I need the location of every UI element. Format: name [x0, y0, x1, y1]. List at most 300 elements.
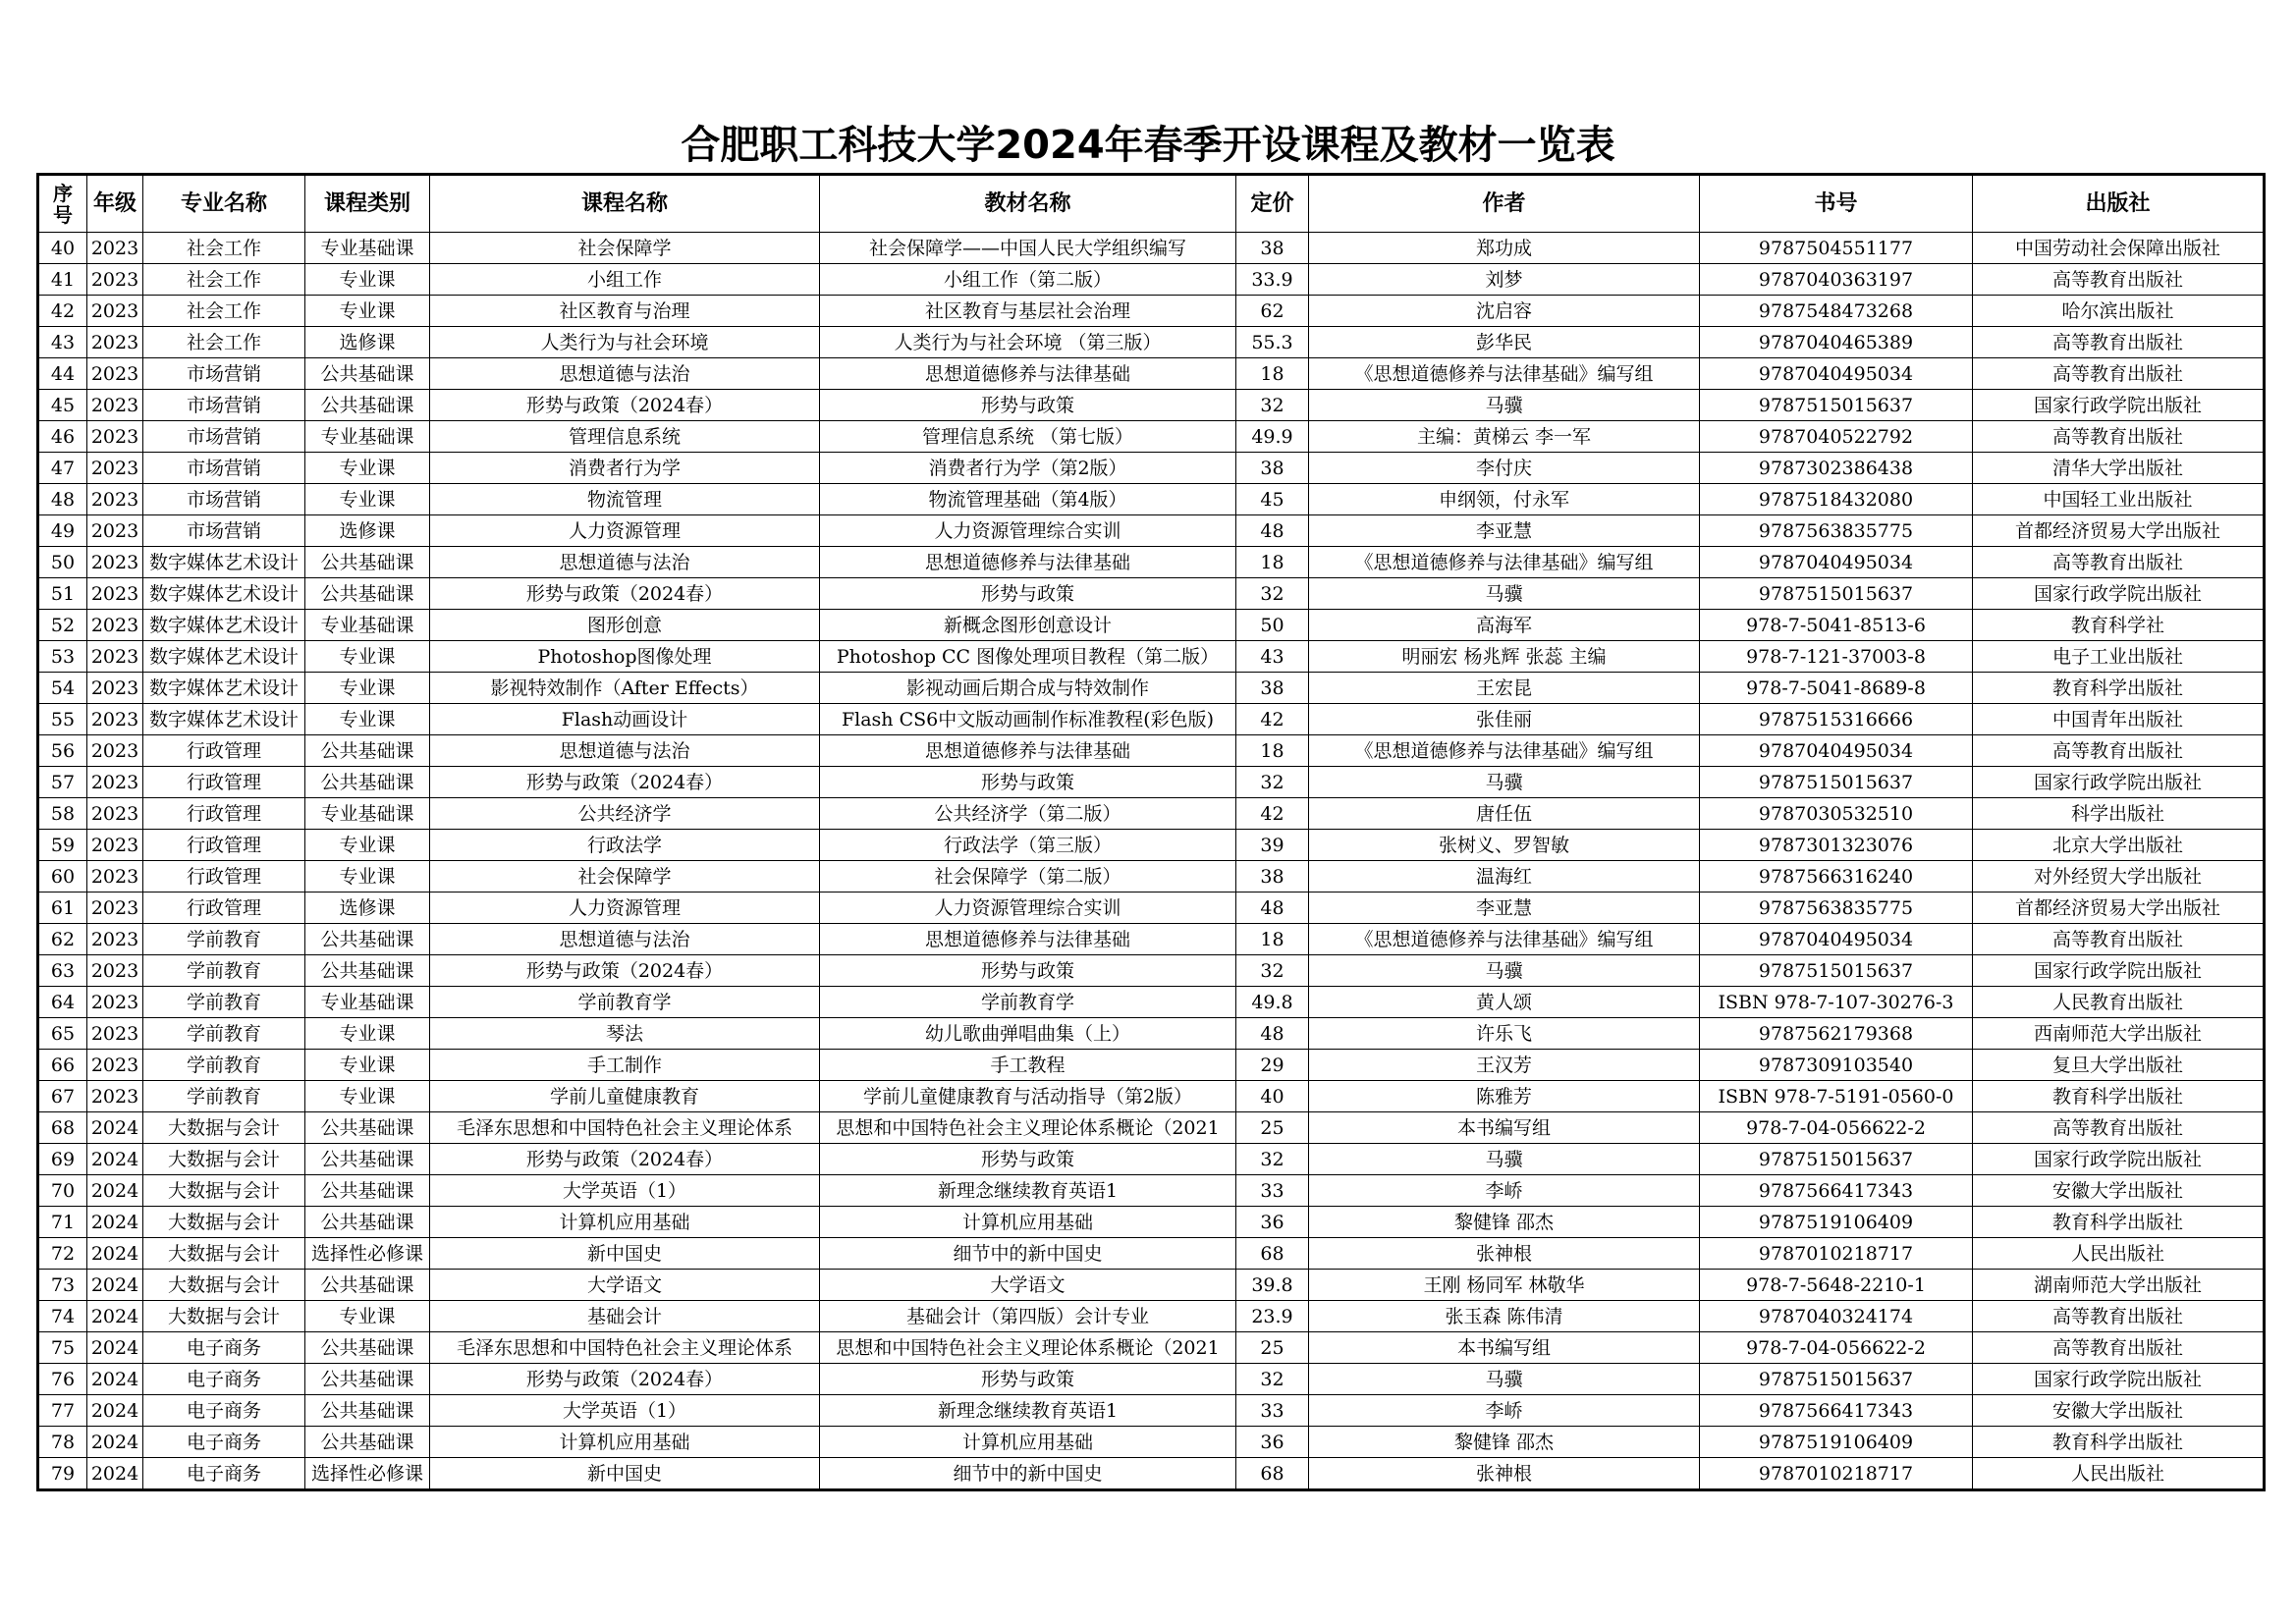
- table-row: [38, 233, 2265, 264]
- cell-isbn: 9787040324174: [1700, 1301, 1973, 1332]
- cell-price: 42: [1236, 798, 1309, 830]
- table-row: [38, 515, 2265, 547]
- cell-grade: 2023: [87, 327, 143, 358]
- cell-course-type: 专业基础课: [305, 798, 430, 830]
- header-course-name: 课程名称: [430, 175, 820, 233]
- cell-grade: 2024: [87, 1364, 143, 1395]
- cell-index: 79: [38, 1458, 87, 1490]
- cell-index: 70: [38, 1175, 87, 1207]
- cell-course-type: 公共基础课: [305, 1395, 430, 1427]
- cell-course-type: 选择性必修课: [305, 1458, 430, 1490]
- cell-major: 社会工作: [143, 296, 305, 327]
- cell-author: 明丽宏 杨兆辉 张蕊 主编: [1309, 641, 1700, 673]
- cell-publisher: 国家行政学院出版社: [1973, 955, 2265, 987]
- cell-index: 54: [38, 673, 87, 704]
- cell-publisher: 国家行政学院出版社: [1973, 1144, 2265, 1175]
- cell-course-name: 人力资源管理: [430, 515, 820, 547]
- cell-textbook: 社会保障学（第二版）: [820, 861, 1236, 893]
- cell-course-type: 公共基础课: [305, 1112, 430, 1144]
- cell-major: 数字媒体艺术设计: [143, 547, 305, 578]
- cell-course-name: Photoshop图像处理: [430, 641, 820, 673]
- cell-author: 李峤: [1309, 1395, 1700, 1427]
- cell-major: 电子商务: [143, 1364, 305, 1395]
- table-row: [38, 798, 2265, 830]
- cell-publisher: 教育科学社: [1973, 610, 2265, 641]
- cell-textbook: 形势与政策: [820, 1364, 1236, 1395]
- cell-major: 大数据与会计: [143, 1270, 305, 1301]
- cell-price: 38: [1236, 861, 1309, 893]
- cell-author: 郑功成: [1309, 233, 1700, 264]
- cell-grade: 2023: [87, 924, 143, 955]
- cell-index: 57: [38, 767, 87, 798]
- cell-isbn: 9787040465389: [1700, 327, 1973, 358]
- table-row: [38, 390, 2265, 421]
- cell-course-name: 行政法学: [430, 830, 820, 861]
- cell-price: 38: [1236, 673, 1309, 704]
- cell-isbn: ISBN 978-7-107-30276-3: [1700, 987, 1973, 1018]
- cell-course-type: 公共基础课: [305, 924, 430, 955]
- cell-grade: 2024: [87, 1175, 143, 1207]
- cell-index: 69: [38, 1144, 87, 1175]
- cell-course-name: 大学英语（1）: [430, 1395, 820, 1427]
- table-row: [38, 1050, 2265, 1081]
- cell-textbook: 学前儿童健康教育与活动指导（第2版）: [820, 1081, 1236, 1112]
- cell-author: 张玉森 陈伟清: [1309, 1301, 1700, 1332]
- cell-textbook: 思想和中国特色社会主义理论体系概论（2021: [820, 1112, 1236, 1144]
- cell-author: 刘梦: [1309, 264, 1700, 296]
- cell-author: 王宏昆: [1309, 673, 1700, 704]
- cell-price: 55.3: [1236, 327, 1309, 358]
- cell-textbook: 形势与政策: [820, 1144, 1236, 1175]
- cell-price: 18: [1236, 924, 1309, 955]
- cell-course-type: 专业课: [305, 1018, 430, 1050]
- table-row: [38, 1144, 2265, 1175]
- cell-author: 李峤: [1309, 1175, 1700, 1207]
- table-row: [38, 1395, 2265, 1427]
- cell-textbook: 大学语文: [820, 1270, 1236, 1301]
- cell-isbn: 9787515015637: [1700, 1144, 1973, 1175]
- cell-publisher: 复旦大学出版社: [1973, 1050, 2265, 1081]
- table-row: [38, 924, 2265, 955]
- cell-major: 电子商务: [143, 1332, 305, 1364]
- cell-price: 18: [1236, 358, 1309, 390]
- cell-price: 49.9: [1236, 421, 1309, 453]
- cell-textbook: 小组工作（第二版）: [820, 264, 1236, 296]
- cell-course-name: 小组工作: [430, 264, 820, 296]
- cell-course-type: 专业课: [305, 484, 430, 515]
- cell-price: 48: [1236, 515, 1309, 547]
- cell-publisher: 高等教育出版社: [1973, 327, 2265, 358]
- cell-isbn: 9787518432080: [1700, 484, 1973, 515]
- cell-textbook: 基础会计（第四版）会计专业: [820, 1301, 1236, 1332]
- cell-index: 56: [38, 735, 87, 767]
- cell-publisher: 哈尔滨出版社: [1973, 296, 2265, 327]
- cell-textbook: 手工教程: [820, 1050, 1236, 1081]
- cell-publisher: 教育科学出版社: [1973, 1427, 2265, 1458]
- header-row: [38, 175, 2265, 233]
- cell-index: 60: [38, 861, 87, 893]
- cell-course-type: 专业课: [305, 453, 430, 484]
- cell-course-type: 专业课: [305, 704, 430, 735]
- cell-textbook: 思想道德修养与法律基础: [820, 547, 1236, 578]
- cell-author: 黎健锋 邵杰: [1309, 1427, 1700, 1458]
- cell-textbook: 消费者行为学（第2版）: [820, 453, 1236, 484]
- document-title: 合肥职工科技大学2024年春季开设课程及教材一览表: [681, 123, 1615, 168]
- cell-price: 25: [1236, 1332, 1309, 1364]
- cell-grade: 2023: [87, 830, 143, 861]
- cell-index: 59: [38, 830, 87, 861]
- cell-publisher: 科学出版社: [1973, 798, 2265, 830]
- cell-index: 43: [38, 327, 87, 358]
- cell-publisher: 中国轻工业出版社: [1973, 484, 2265, 515]
- cell-index: 47: [38, 453, 87, 484]
- cell-index: 51: [38, 578, 87, 610]
- cell-textbook: 物流管理基础（第4版）: [820, 484, 1236, 515]
- cell-publisher: 国家行政学院出版社: [1973, 1364, 2265, 1395]
- cell-grade: 2023: [87, 233, 143, 264]
- cell-textbook: 思想道德修养与法律基础: [820, 358, 1236, 390]
- cell-major: 行政管理: [143, 830, 305, 861]
- cell-course-name: 社会保障学: [430, 861, 820, 893]
- cell-price: 18: [1236, 735, 1309, 767]
- cell-major: 学前教育: [143, 1081, 305, 1112]
- header-textbook: 教材名称: [820, 175, 1236, 233]
- cell-textbook: 思想和中国特色社会主义理论体系概论（2021: [820, 1332, 1236, 1364]
- cell-isbn: 9787515015637: [1700, 390, 1973, 421]
- cell-textbook: 形势与政策: [820, 767, 1236, 798]
- cell-grade: 2023: [87, 610, 143, 641]
- cell-index: 64: [38, 987, 87, 1018]
- cell-major: 行政管理: [143, 767, 305, 798]
- cell-price: 68: [1236, 1458, 1309, 1490]
- cell-course-name: 形势与政策（2024春）: [430, 767, 820, 798]
- cell-publisher: 西南师范大学出版社: [1973, 1018, 2265, 1050]
- cell-major: 行政管理: [143, 893, 305, 924]
- table-row: [38, 547, 2265, 578]
- cell-price: 32: [1236, 1364, 1309, 1395]
- cell-author: 马骥: [1309, 767, 1700, 798]
- cell-price: 33: [1236, 1175, 1309, 1207]
- cell-isbn: 9787301323076: [1700, 830, 1973, 861]
- cell-index: 46: [38, 421, 87, 453]
- cell-major: 数字媒体艺术设计: [143, 673, 305, 704]
- cell-major: 数字媒体艺术设计: [143, 610, 305, 641]
- cell-grade: 2023: [87, 578, 143, 610]
- cell-author: 马骥: [1309, 1364, 1700, 1395]
- cell-grade: 2023: [87, 893, 143, 924]
- cell-course-name: 人类行为与社会环境: [430, 327, 820, 358]
- cell-textbook: 细节中的新中国史: [820, 1238, 1236, 1270]
- cell-major: 市场营销: [143, 358, 305, 390]
- cell-publisher: 中国劳动社会保障出版社: [1973, 233, 2265, 264]
- cell-index: 65: [38, 1018, 87, 1050]
- cell-author: 申纲领，付永军: [1309, 484, 1700, 515]
- cell-price: 32: [1236, 1144, 1309, 1175]
- table-row: [38, 610, 2265, 641]
- cell-index: 44: [38, 358, 87, 390]
- table-row: [38, 1332, 2265, 1364]
- cell-price: 38: [1236, 233, 1309, 264]
- cell-author: 王汉芳: [1309, 1050, 1700, 1081]
- cell-course-type: 公共基础课: [305, 578, 430, 610]
- cell-course-name: 图形创意: [430, 610, 820, 641]
- cell-course-name: 形势与政策（2024春）: [430, 1144, 820, 1175]
- cell-textbook: 社会保障学——中国人民大学组织编写: [820, 233, 1236, 264]
- cell-course-name: 管理信息系统: [430, 421, 820, 453]
- cell-index: 52: [38, 610, 87, 641]
- cell-course-type: 专业基础课: [305, 987, 430, 1018]
- cell-grade: 2023: [87, 861, 143, 893]
- course-table: [36, 173, 2266, 1491]
- cell-author: 彭华民: [1309, 327, 1700, 358]
- cell-author: 温海红: [1309, 861, 1700, 893]
- cell-publisher: 国家行政学院出版社: [1973, 767, 2265, 798]
- cell-textbook: 思想道德修养与法律基础: [820, 924, 1236, 955]
- cell-price: 48: [1236, 893, 1309, 924]
- cell-price: 68: [1236, 1238, 1309, 1270]
- cell-isbn: 9787563835775: [1700, 893, 1973, 924]
- table-row: [38, 1301, 2265, 1332]
- cell-author: 陈雅芳: [1309, 1081, 1700, 1112]
- cell-textbook: 学前教育学: [820, 987, 1236, 1018]
- cell-isbn: 978-7-04-056622-2: [1700, 1332, 1973, 1364]
- header-author: 作者: [1309, 175, 1700, 233]
- cell-index: 58: [38, 798, 87, 830]
- cell-author: 马骥: [1309, 955, 1700, 987]
- cell-grade: 2024: [87, 1427, 143, 1458]
- table-row: [38, 861, 2265, 893]
- cell-grade: 2023: [87, 767, 143, 798]
- cell-index: 42: [38, 296, 87, 327]
- cell-textbook: 形势与政策: [820, 578, 1236, 610]
- cell-textbook: 人力资源管理综合实训: [820, 515, 1236, 547]
- cell-publisher: 高等教育出版社: [1973, 924, 2265, 955]
- cell-index: 68: [38, 1112, 87, 1144]
- cell-isbn: 978-7-5648-2210-1: [1700, 1270, 1973, 1301]
- table-body: [38, 233, 2265, 1490]
- cell-textbook: 新理念继续教育英语1: [820, 1175, 1236, 1207]
- cell-publisher: 首都经济贸易大学出版社: [1973, 893, 2265, 924]
- cell-author: 张树义、罗智敏: [1309, 830, 1700, 861]
- cell-author: 主编：黄梯云 李一军: [1309, 421, 1700, 453]
- cell-publisher: 高等教育出版社: [1973, 1301, 2265, 1332]
- cell-textbook: 思想道德修养与法律基础: [820, 735, 1236, 767]
- cell-course-name: 学前教育学: [430, 987, 820, 1018]
- cell-course-type: 专业基础课: [305, 233, 430, 264]
- table-row: [38, 767, 2265, 798]
- cell-price: 38: [1236, 453, 1309, 484]
- table-row: [38, 893, 2265, 924]
- cell-index: 45: [38, 390, 87, 421]
- cell-author: 唐任伍: [1309, 798, 1700, 830]
- cell-publisher: 高等教育出版社: [1973, 264, 2265, 296]
- cell-major: 市场营销: [143, 390, 305, 421]
- table-row: [38, 1238, 2265, 1270]
- cell-grade: 2023: [87, 1018, 143, 1050]
- cell-isbn: 9787504551177: [1700, 233, 1973, 264]
- cell-major: 电子商务: [143, 1427, 305, 1458]
- cell-publisher: 人民出版社: [1973, 1238, 2265, 1270]
- cell-grade: 2023: [87, 987, 143, 1018]
- table-row: [38, 1207, 2265, 1238]
- cell-price: 40: [1236, 1081, 1309, 1112]
- cell-isbn: 9787515316666: [1700, 704, 1973, 735]
- cell-major: 大数据与会计: [143, 1301, 305, 1332]
- cell-grade: 2023: [87, 1081, 143, 1112]
- cell-textbook: 人力资源管理综合实训: [820, 893, 1236, 924]
- header-isbn: 书号: [1700, 175, 1973, 233]
- table-row: [38, 641, 2265, 673]
- cell-author: 李付庆: [1309, 453, 1700, 484]
- cell-grade: 2023: [87, 484, 143, 515]
- cell-isbn: 978-7-5041-8513-6: [1700, 610, 1973, 641]
- cell-isbn: 9787010218717: [1700, 1458, 1973, 1490]
- cell-index: 75: [38, 1332, 87, 1364]
- cell-grade: 2023: [87, 515, 143, 547]
- cell-isbn: 9787519106409: [1700, 1427, 1973, 1458]
- cell-isbn: 978-7-5041-8689-8: [1700, 673, 1973, 704]
- cell-publisher: 高等教育出版社: [1973, 735, 2265, 767]
- cell-course-name: 计算机应用基础: [430, 1427, 820, 1458]
- cell-price: 32: [1236, 767, 1309, 798]
- cell-course-name: 思想道德与法治: [430, 547, 820, 578]
- cell-textbook: 新理念继续教育英语1: [820, 1395, 1236, 1427]
- table-row: [38, 578, 2265, 610]
- table-row: [38, 1081, 2265, 1112]
- cell-course-type: 选择性必修课: [305, 1238, 430, 1270]
- cell-isbn: 9787040495034: [1700, 735, 1973, 767]
- cell-course-type: 专业课: [305, 641, 430, 673]
- cell-index: 77: [38, 1395, 87, 1427]
- cell-textbook: 行政法学（第三版）: [820, 830, 1236, 861]
- cell-grade: 2024: [87, 1112, 143, 1144]
- cell-author: 《思想道德修养与法律基础》编写组: [1309, 924, 1700, 955]
- cell-index: 63: [38, 955, 87, 987]
- cell-author: 许乐飞: [1309, 1018, 1700, 1050]
- cell-major: 学前教育: [143, 955, 305, 987]
- cell-major: 数字媒体艺术设计: [143, 641, 305, 673]
- cell-isbn: 9787566417343: [1700, 1395, 1973, 1427]
- cell-major: 电子商务: [143, 1458, 305, 1490]
- cell-course-type: 公共基础课: [305, 547, 430, 578]
- cell-isbn: 9787010218717: [1700, 1238, 1973, 1270]
- cell-course-type: 公共基础课: [305, 1364, 430, 1395]
- cell-course-type: 选修课: [305, 327, 430, 358]
- cell-grade: 2023: [87, 735, 143, 767]
- cell-course-type: 公共基础课: [305, 767, 430, 798]
- cell-author: 马骥: [1309, 390, 1700, 421]
- cell-major: 数字媒体艺术设计: [143, 578, 305, 610]
- cell-grade: 2024: [87, 1395, 143, 1427]
- cell-isbn: 9787515015637: [1700, 955, 1973, 987]
- cell-isbn: 9787563835775: [1700, 515, 1973, 547]
- cell-isbn: 9787515015637: [1700, 1364, 1973, 1395]
- header-major: 专业名称: [143, 175, 305, 233]
- cell-course-name: 公共经济学: [430, 798, 820, 830]
- cell-isbn: 9787040495034: [1700, 358, 1973, 390]
- cell-course-type: 专业课: [305, 264, 430, 296]
- cell-author: 张神根: [1309, 1238, 1700, 1270]
- cell-isbn: 9787040363197: [1700, 264, 1973, 296]
- header-publisher: 出版社: [1973, 175, 2265, 233]
- cell-price: 48: [1236, 1018, 1309, 1050]
- cell-course-type: 公共基础课: [305, 1332, 430, 1364]
- cell-isbn: 9787519106409: [1700, 1207, 1973, 1238]
- cell-major: 电子商务: [143, 1395, 305, 1427]
- cell-textbook: Photoshop CC 图像处理项目教程（第二版）: [820, 641, 1236, 673]
- cell-major: 市场营销: [143, 421, 305, 453]
- cell-course-name: 形势与政策（2024春）: [430, 390, 820, 421]
- cell-price: 32: [1236, 955, 1309, 987]
- table-row: [38, 955, 2265, 987]
- cell-isbn: 9787566417343: [1700, 1175, 1973, 1207]
- cell-course-name: 大学英语（1）: [430, 1175, 820, 1207]
- cell-major: 社会工作: [143, 233, 305, 264]
- table-row: [38, 1270, 2265, 1301]
- cell-course-name: 新中国史: [430, 1238, 820, 1270]
- cell-publisher: 高等教育出版社: [1973, 1112, 2265, 1144]
- cell-course-name: 琴法: [430, 1018, 820, 1050]
- cell-major: 大数据与会计: [143, 1112, 305, 1144]
- cell-course-name: 形势与政策（2024春）: [430, 578, 820, 610]
- cell-index: 76: [38, 1364, 87, 1395]
- cell-course-type: 公共基础课: [305, 1175, 430, 1207]
- cell-major: 市场营销: [143, 484, 305, 515]
- cell-author: 《思想道德修养与法律基础》编写组: [1309, 547, 1700, 578]
- cell-isbn: 9787040522792: [1700, 421, 1973, 453]
- cell-author: 黎健锋 邵杰: [1309, 1207, 1700, 1238]
- cell-isbn: 9787562179368: [1700, 1018, 1973, 1050]
- cell-publisher: 对外经贸大学出版社: [1973, 861, 2265, 893]
- cell-grade: 2023: [87, 1050, 143, 1081]
- table-row: [38, 296, 2265, 327]
- cell-major: 数字媒体艺术设计: [143, 704, 305, 735]
- cell-author: 《思想道德修养与法律基础》编写组: [1309, 735, 1700, 767]
- cell-publisher: 安徽大学出版社: [1973, 1175, 2265, 1207]
- cell-major: 学前教育: [143, 1050, 305, 1081]
- cell-index: 78: [38, 1427, 87, 1458]
- cell-textbook: Flash CS6中文版动画制作标准教程(彩色版): [820, 704, 1236, 735]
- cell-grade: 2024: [87, 1144, 143, 1175]
- cell-isbn: 9787548473268: [1700, 296, 1973, 327]
- header-price: 定价: [1236, 175, 1309, 233]
- cell-publisher: 高等教育出版社: [1973, 547, 2265, 578]
- cell-price: 39.8: [1236, 1270, 1309, 1301]
- cell-textbook: 人类行为与社会环境 （第三版）: [820, 327, 1236, 358]
- cell-publisher: 高等教育出版社: [1973, 358, 2265, 390]
- cell-author: 李亚慧: [1309, 515, 1700, 547]
- cell-publisher: 高等教育出版社: [1973, 1332, 2265, 1364]
- cell-index: 40: [38, 233, 87, 264]
- cell-author: 马骥: [1309, 1144, 1700, 1175]
- cell-grade: 2023: [87, 264, 143, 296]
- cell-index: 74: [38, 1301, 87, 1332]
- table-row: [38, 735, 2265, 767]
- cell-course-type: 公共基础课: [305, 735, 430, 767]
- cell-isbn: 9787515015637: [1700, 578, 1973, 610]
- cell-price: 49.8: [1236, 987, 1309, 1018]
- cell-course-name: 新中国史: [430, 1458, 820, 1490]
- cell-isbn: 9787302386438: [1700, 453, 1973, 484]
- cell-grade: 2023: [87, 390, 143, 421]
- cell-publisher: 安徽大学出版社: [1973, 1395, 2265, 1427]
- cell-publisher: 北京大学出版社: [1973, 830, 2265, 861]
- table-row: [38, 1175, 2265, 1207]
- cell-major: 学前教育: [143, 1018, 305, 1050]
- cell-price: 32: [1236, 390, 1309, 421]
- table-row: [38, 327, 2265, 358]
- table-row: [38, 1018, 2265, 1050]
